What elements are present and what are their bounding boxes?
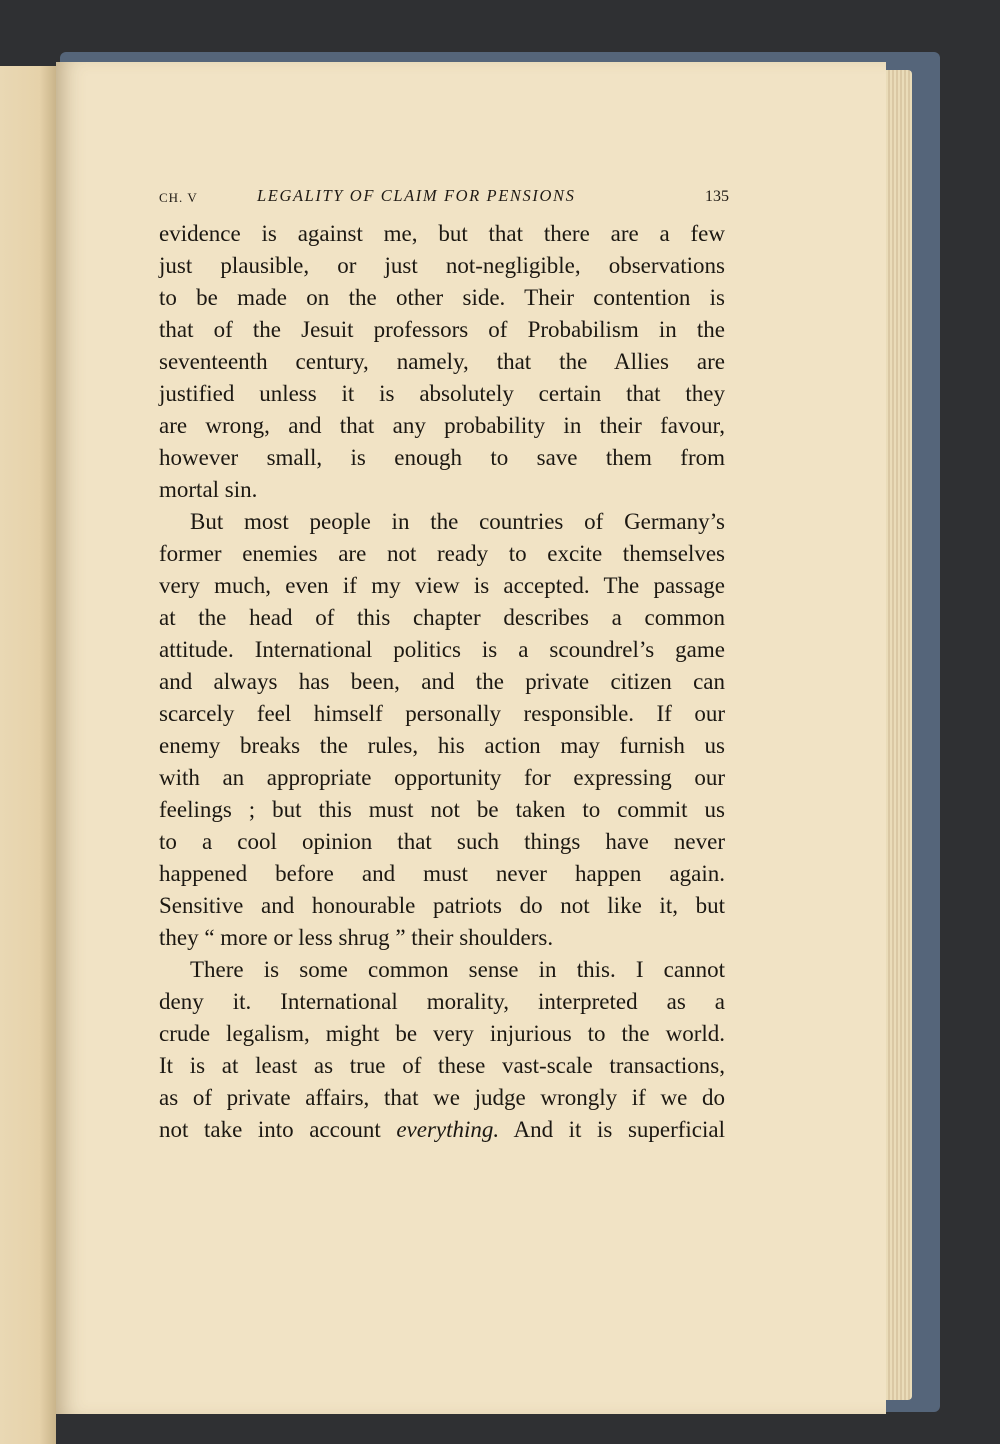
text-line: There is some common sense in this. I cannot xyxy=(190,957,725,982)
text-line: former enemies are not ready to excite themselves xyxy=(159,541,725,566)
text-line: mortal sin. xyxy=(159,477,258,502)
final-line-italic: everything. xyxy=(396,1117,500,1142)
text-line: they “ more or less shrug ” their shoulders. xyxy=(159,925,554,950)
text-line: attitude. International politics is a scoundrel’s game xyxy=(159,637,725,662)
text-line: happened before and must never happen again. xyxy=(159,861,725,886)
text-line: at the head of this chapter describes a common xyxy=(159,605,725,630)
text-line: It is at least as true of these vast-scale transactions, xyxy=(159,1053,725,1078)
chapter-label: CH. V xyxy=(159,190,198,205)
page-number: 135 xyxy=(705,188,729,205)
text-line: and always has been, and the private citizen can xyxy=(159,669,725,694)
running-head xyxy=(159,186,729,210)
body-text xyxy=(159,218,725,1146)
text-line: scarcely feel himself personally responsible. If our xyxy=(159,701,725,726)
book-page xyxy=(56,62,886,1414)
text-line-final xyxy=(159,1114,725,1146)
text-line: Sensitive and honourable patriots do not like it, but xyxy=(159,893,725,918)
left-page-edge xyxy=(0,66,56,1444)
text-line: as of private affairs, that we judge wrongly if we do xyxy=(159,1085,725,1110)
text-line: seventeenth century, namely, that the Allies are xyxy=(159,349,725,374)
text-line: enemy breaks the rules, his action may furnish us xyxy=(159,733,725,758)
text-line: deny it. International morality, interpreted as a xyxy=(159,989,725,1014)
text-line: to a cool opinion that such things have never xyxy=(159,829,725,854)
text-line: however small, is enough to save them from xyxy=(159,445,725,470)
text-line: crude legalism, might be very injurious to the world. xyxy=(159,1021,725,1046)
text-line: are wrong, and that any probability in their favour, xyxy=(159,413,725,438)
final-line-after: And it is superficial xyxy=(513,1117,726,1142)
text-line: just plausible, or just not-negligible, observations xyxy=(159,253,725,278)
text-line: very much, even if my view is accepted. The passage xyxy=(159,573,725,598)
final-line-before: not take into account xyxy=(159,1117,381,1142)
text-line: feelings ; but this must not be taken to commit us xyxy=(159,797,725,822)
text-line: with an appropriate opportunity for expressing our xyxy=(159,765,725,790)
text-line: justified unless it is absolutely certain that they xyxy=(159,381,725,406)
running-title: LEGALITY OF CLAIM FOR PENSIONS xyxy=(257,186,576,205)
text-line: that of the Jesuit professors of Probabilism in the xyxy=(159,317,725,342)
text-line: evidence is against me, but that there are a few xyxy=(159,221,725,246)
text-line: to be made on the other side. Their contention is xyxy=(159,285,725,310)
text-line: But most people in the countries of Germany’s xyxy=(190,509,725,534)
